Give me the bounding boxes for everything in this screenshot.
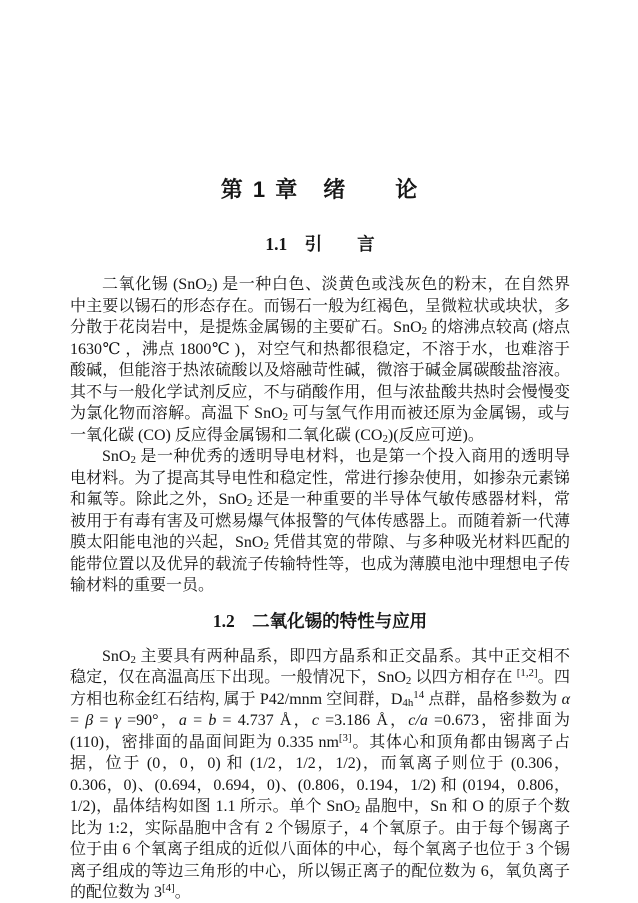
section-heading-1-2: 1.2 二氧化锡的特性与应用	[212, 610, 428, 631]
chapter-heading: 第 1 章 绪 论	[220, 177, 420, 202]
paragraph-intro-2: SnO$_2$ 是一种优秀的透明导电材料，也是第一个投入商用的透明导电材料。为了提高其导电性和稳定性，常进行掺杂使用，如掺杂元素锑和氟等。除此之外，SnO$_2$ 还是一种重要的半导体气敏传感器材料，常被用于有毒有害及可燃易爆气体报警的气体传感器上。而随着新一代薄膜太阳能电池的兴起，SnO$_2$ 凭借其宽的带隙、与多种吸光材料匹配的能带位置以及优异的载流子传输特性等，也成为薄膜电池中理想电子传输材料的重要一员。	[70, 448, 570, 594]
paragraph-properties-1: SnO$_2$ 主要具有两种晶系，即四方晶系和正交晶系。其中正交相不稳定，仅在高温高压下出现。一般情况下，SnO$_2$ 以四方相存在 [1,2]。四方相也称金红石结构, 属于 P42/mnm 空间群，$D_{4h}^{14}$ 点群，晶格参数为 α = β = γ =90°，a = b = 4.737 Å，c =3.186 Å，c/a =0.673，密排面为 (110)，密排面的晶面间距为 0.335 nm[3]。其体心和顶角都由锡离子占据，位于 (0，0，0) 和 (1/2，1/2，1/2)，而氧离子则位于 (0.306，0.306，0)、(0.694，0.694，0)、(0.806，0.194，1/2) 和 (0194，0.806，1/2)，晶体结构如图 1.1 所示。单个 SnO$_2$ 晶胞中，Sn 和 O 的原子个数比为 1:2，实际晶胞中含有 2 个锡原子，4 个氧原子。由于每个锡离子位于由 6 个氧离子组成的近似八面体的中心，每个氧离子也位于 3 个锡离子组成的等边三角形的中心，所以锡正离子的配位数为 6，氧负离子的配位数为 3[4]。	[70, 647, 570, 901]
paragraph-intro-1: 二氧化锡 (SnO$_2$) 是一种白色、淡黄色或浅灰色的粉末，在自然界中主要以锡石的形态存在。而锡石一般为红褐色，呈微粒状或块状，多分散于花岗岩中，是提炼金属锡的主要矿石。SnO$_2$ 的熔沸点较高 (熔点 1630℃ ，沸点 1800℃ )，对空气和热都很稳定，不溶于水，也难溶于酸碱，但能溶于热浓硫酸以及熔融苛性碱，微溶于碱金属碳酸盐溶液。其不与一般化学试剂反应，不与硝酸作用，但与浓盐酸共热时会慢慢变为氯化物而溶解。高温下 SnO$_2$ 可与氢气作用而被还原为金属锡，或与一氧化碳 (CO) 反应得金属锡和二氧化碳 $(CO_2)$(反应可逆)。	[70, 276, 570, 445]
section-heading-1-1: 1.1 引 言	[265, 234, 375, 254]
